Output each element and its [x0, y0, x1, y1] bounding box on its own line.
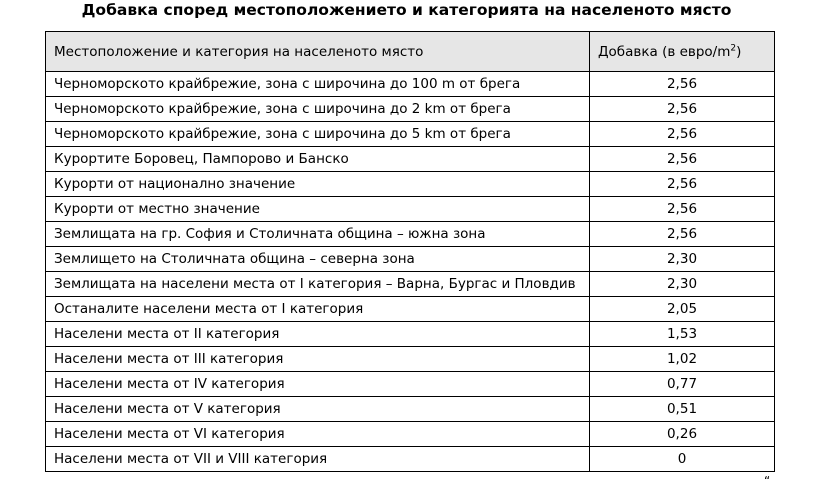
table-header-row	[46, 32, 775, 72]
table-row	[46, 422, 775, 447]
location-cell: Курорти от местно значение	[46, 197, 590, 222]
surcharge-cell: 0,77	[590, 372, 775, 397]
location-cell: Населени места от II категория	[46, 322, 590, 347]
column-header-surcharge-text: Добавка (в евро/m	[598, 43, 731, 60]
table-row	[46, 97, 775, 122]
column-header-surcharge	[590, 32, 775, 72]
surcharge-cell: 2,56	[590, 172, 775, 197]
location-cell: Черноморското крайбрежие, зона с широчина до 100 m от брега	[46, 72, 590, 97]
surcharge-cell: 2,56	[590, 197, 775, 222]
surcharge-cell: 2,56	[590, 222, 775, 247]
table-row	[46, 147, 775, 172]
location-cell: Черноморското крайбрежие, зона с широчина до 2 km от брега	[46, 97, 590, 122]
surcharge-cell: 2,56	[590, 72, 775, 97]
table-row	[46, 347, 775, 372]
table-row	[46, 447, 775, 472]
table-row	[46, 297, 775, 322]
table-row	[46, 322, 775, 347]
location-cell: Населени места от VI категория	[46, 422, 590, 447]
location-cell: Населени места от VII и VIII категория	[46, 447, 590, 472]
surcharge-cell: 1,02	[590, 347, 775, 372]
surcharge-cell: 2,30	[590, 247, 775, 272]
table-row	[46, 72, 775, 97]
location-cell: Останалите населени места от I категория	[46, 297, 590, 322]
table-row	[46, 122, 775, 147]
surcharge-cell: 2,56	[590, 97, 775, 122]
column-header-surcharge-superscript: 2	[730, 43, 737, 53]
table-row	[46, 172, 775, 197]
surcharge-cell: 2,56	[590, 147, 775, 172]
column-header-location: Местоположение и категория на населеното място	[46, 32, 590, 72]
table-header	[46, 32, 775, 72]
document-title: Добавка според местоположението и категорията на населеното място	[81, 1, 732, 19]
location-cell: Курорти от национално значение	[46, 172, 590, 197]
surcharge-table	[45, 31, 775, 472]
table-row	[46, 197, 775, 222]
location-cell: Землищата на населени места от I категория – Варна, Бургас и Пловдив	[46, 272, 590, 297]
surcharge-cell: 0,51	[590, 397, 775, 422]
table-row	[46, 247, 775, 272]
table-row	[46, 372, 775, 397]
surcharge-cell: 2,30	[590, 272, 775, 297]
surcharge-cell: 2,05	[590, 297, 775, 322]
table-row	[46, 222, 775, 247]
surcharge-cell: 0	[590, 447, 775, 472]
table-row	[46, 272, 775, 297]
surcharge-cell: 0,26	[590, 422, 775, 447]
location-cell: Населени места от IV категория	[46, 372, 590, 397]
location-cell: Землището на Столичната община – северна зона	[46, 247, 590, 272]
location-cell: Населени места от III категория	[46, 347, 590, 372]
surcharge-cell: 2,56	[590, 122, 775, 147]
location-cell: Населени места от V категория	[46, 397, 590, 422]
location-cell: Курортите Боровец, Пампорово и Банско	[46, 147, 590, 172]
table-row	[46, 397, 775, 422]
closing-quote-mark: “	[764, 474, 771, 488]
location-cell: Черноморското крайбрежие, зона с широчина до 5 km от брега	[46, 122, 590, 147]
table-body	[46, 72, 775, 472]
location-cell: Землищата на гр. София и Столичната община – южна зона	[46, 222, 590, 247]
column-header-surcharge-suffix: )	[736, 43, 742, 60]
surcharge-cell: 1,53	[590, 322, 775, 347]
